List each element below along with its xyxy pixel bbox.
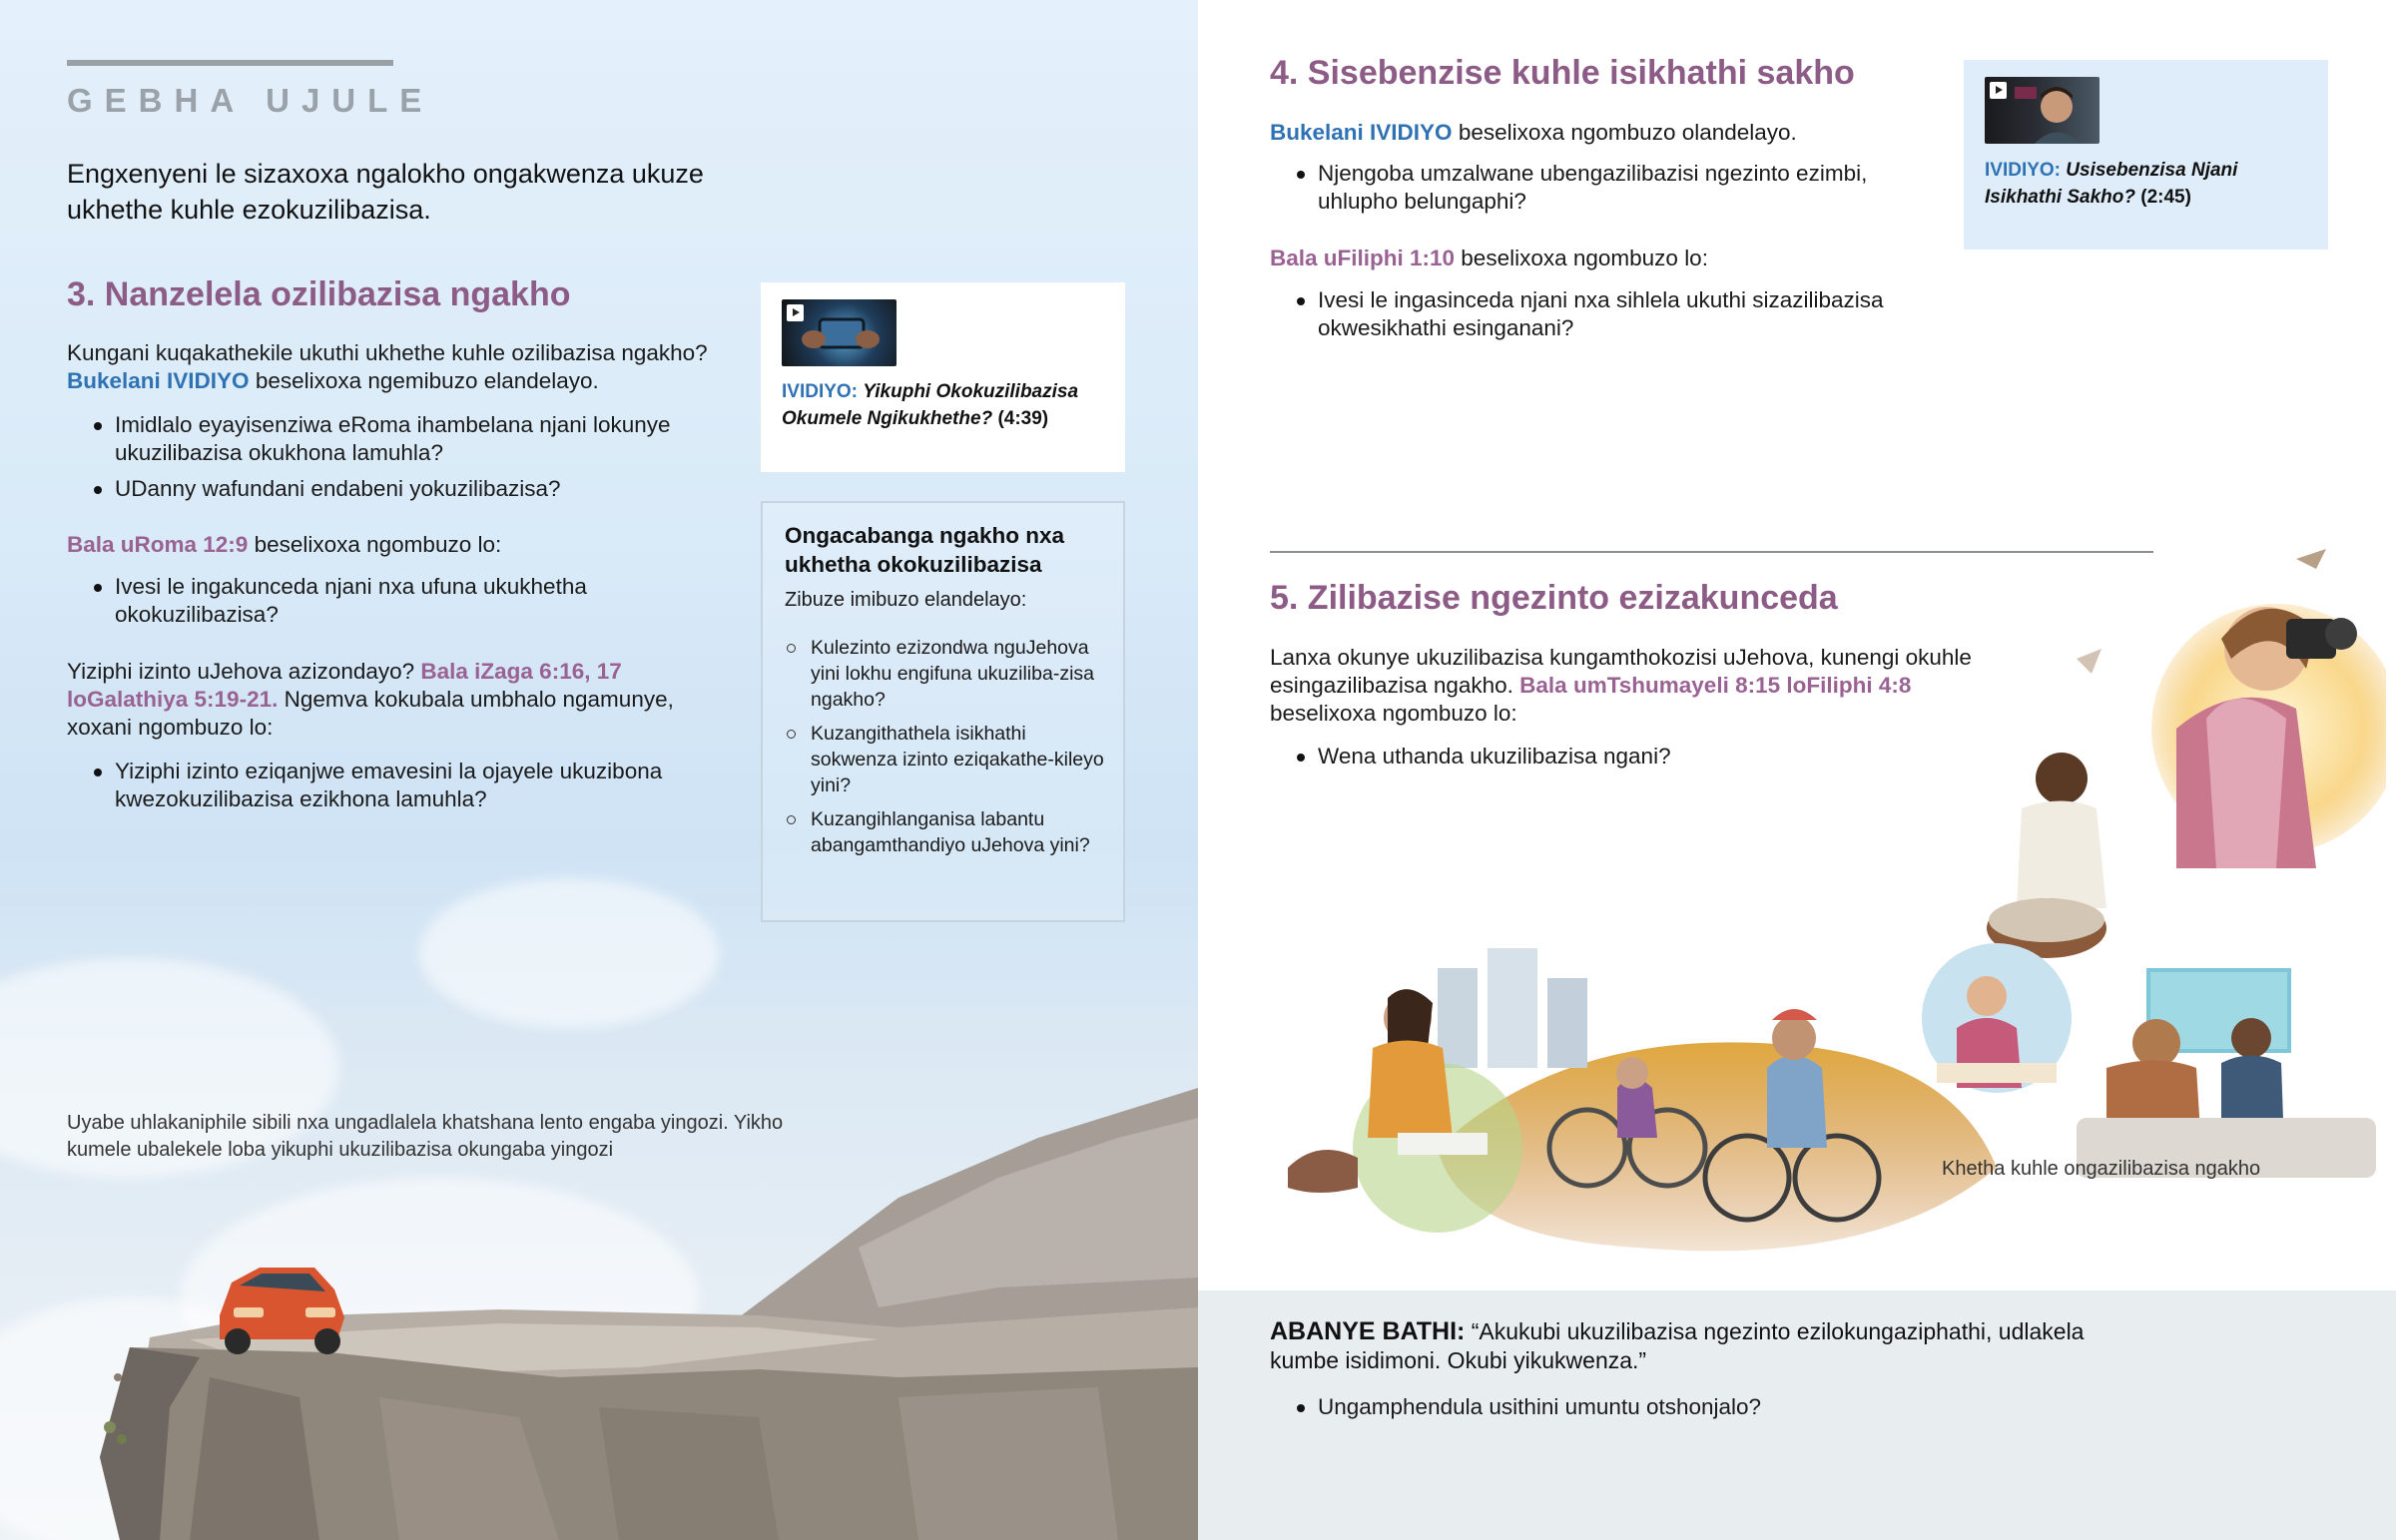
scripture-link[interactable]: Bala iZaga 6:16, 17 loGalathiya 5:19-21. bbox=[67, 659, 622, 712]
video-thumbnail[interactable] bbox=[782, 299, 897, 366]
list-item: Ungamphendula usithini umuntu otshonjalo? bbox=[1270, 1393, 1969, 1421]
others-say-label: ABANYE BATHI: bbox=[1270, 1317, 1466, 1345]
list-item: Kuzangithathela isikhathi sokwenza izinto eziqakathe-kileyo yini? bbox=[785, 721, 1114, 798]
drummer-man bbox=[1987, 753, 2106, 958]
list-item: Yiziphi izinto eziqanjwe emavesini la ojayele ukuzibona kwezokuzilibazisa ezikhona lamuhla? bbox=[67, 758, 706, 813]
video-card[interactable] bbox=[761, 282, 1125, 472]
list-item: Ivesi le ingakunceda njani nxa ufuna ukukhetha okokuzilibazisa? bbox=[67, 573, 686, 629]
cloud bbox=[419, 878, 719, 1028]
right-page bbox=[1198, 0, 2396, 1540]
section-4-title: 4. Sisebenzise kuhle isikhathi sakho bbox=[1270, 54, 1855, 92]
paragraph-text: Ngemva kokubala umbhalo ngamunye, xoxani ngombuzo lo: bbox=[67, 687, 674, 740]
video-title[interactable]: Yikuphi Okokuzilibazisa Okumele Ngikukhethe? bbox=[782, 381, 1079, 429]
consider-box-title: Ongacabanga ngakho nxa ukhetha okokuzilibazisa bbox=[785, 523, 1065, 577]
others-say-bullets bbox=[1270, 1393, 1969, 1429]
section-3-bullets-2 bbox=[67, 573, 686, 637]
list-item: Kuzangihlanganisa labantu abangamthandiyo uJehova yini? bbox=[785, 806, 1114, 858]
list-item: Ivesi le ingasinceda njani nxa sihlela ukuthi sizazilibazisa okwesikhathi esinganani? bbox=[1270, 286, 1909, 342]
paragraph-text: Lanxa okunye ukuzilibazisa kungamthokozisi uJehova, kunengi okuhle esingazilibazisa ngakho. bbox=[1270, 645, 1972, 698]
play-icon[interactable] bbox=[787, 304, 804, 321]
video-label: IVIDIYO: bbox=[1985, 160, 2062, 181]
consider-box-list bbox=[785, 635, 1114, 866]
girl-drawing-illustration bbox=[1288, 989, 1522, 1233]
others-say-quote bbox=[1270, 1317, 2128, 1375]
video-thumbnail[interactable] bbox=[1985, 77, 2099, 144]
cliff-illustration bbox=[0, 1078, 1198, 1540]
read-instruction bbox=[1270, 245, 1929, 272]
video-caption bbox=[782, 378, 1111, 432]
list-item: Wena uthanda ukuzilibazisa ngani? bbox=[1270, 743, 1869, 770]
intro-text: Engxenyeni le sizaxoxa ngalokho ongakwenza ukuze ukhethe kuhle ezokuzilibazisa. bbox=[67, 159, 704, 225]
video-label: IVIDIYO: bbox=[782, 381, 859, 402]
video-link-rest: beselixoxa ngemibuzo elandelayo. bbox=[249, 368, 599, 393]
scripture-link[interactable]: Bala umTshumayeli 8:15 loFiliphi 4:8 bbox=[1519, 673, 1912, 698]
city-background bbox=[1438, 948, 1587, 1068]
child-building-illustration bbox=[1922, 943, 2072, 1093]
video-link-rest: beselixoxa ngombuzo olandelayo. bbox=[1452, 120, 1797, 145]
consider-box-subtitle: Zibuze imibuzo elandelayo: bbox=[785, 589, 1027, 611]
section-4-bullets-2 bbox=[1270, 286, 1909, 350]
gaming-family-illustration bbox=[2077, 968, 2376, 1178]
consider-box bbox=[761, 501, 1125, 922]
list-item: UDanny wafundani endabeni yokuzilibazisa? bbox=[67, 475, 726, 503]
photographer-woman bbox=[2151, 604, 2386, 868]
section-eyebrow: GEBHA UJULE bbox=[67, 82, 434, 119]
section-3-question: Kungani kuqakathekile ukuthi ukhethe kuhle ozilibazisa ngakho? bbox=[67, 340, 708, 365]
list-item: Imidlalo eyayisenziwa eRoma ihambelana njani lokunye ukuzilibazisa okukhona lamuhla? bbox=[67, 411, 726, 467]
paragraph-text: Yiziphi izinto uJehova azizondayo? bbox=[67, 659, 421, 684]
quote-text: “Akukubi ukuzilibazisa ngezinto ezilokungaziphathi, udlakela kumbe isidimoni. Okubi yikukwenza.” bbox=[1270, 1318, 2085, 1373]
section-4-bullets-1 bbox=[1270, 160, 1889, 224]
list-item: Njengoba umzalwane ubengazilibazisi ngezinto ezimbi, uhlupho belungaphi? bbox=[1270, 160, 1889, 216]
video-link[interactable]: Bukelani IVIDIYO bbox=[67, 368, 250, 393]
video-duration: (4:39) bbox=[997, 408, 1049, 429]
read-instruction bbox=[67, 531, 746, 559]
section-3-intro bbox=[67, 339, 746, 395]
video-link[interactable]: Bukelani IVIDIYO bbox=[1270, 120, 1453, 145]
scripture-link[interactable]: Bala uFiliphi 1:10 bbox=[1270, 246, 1456, 270]
image-caption: Uyabe uhlakaniphile sibili nxa ungadlalela khatshana lento engaba yingozi. Yikho kumele ubalekele loba yikuphi ukuzilibazisa okungaba yingozi bbox=[67, 1112, 784, 1161]
scripture-link[interactable]: Bala uRoma 12:9 bbox=[67, 532, 249, 557]
section-3-bullets-3 bbox=[67, 758, 706, 821]
video-title[interactable]: Usisebenzisa Njani Isikhathi Sakho? bbox=[1985, 160, 2238, 208]
image-caption: Khetha kuhle ongazilibazisa ngakho bbox=[1942, 1158, 2261, 1180]
section-5-title: 5. Zilibazise ngezinto ezizakunceda bbox=[1270, 579, 1838, 617]
video-duration: (2:45) bbox=[2140, 187, 2191, 208]
section-3-bullets-1 bbox=[67, 411, 726, 511]
read-instruction-rest: beselixoxa ngombuzo lo: bbox=[1455, 246, 1708, 270]
paragraph-text: beselixoxa ngombuzo lo: bbox=[1270, 701, 1517, 726]
video-card[interactable] bbox=[1964, 60, 2328, 250]
video-caption bbox=[1985, 157, 2314, 211]
section-4-intro bbox=[1270, 119, 1929, 147]
list-item: Kulezinto ezizondwa nguJehova yini lokhu engifuna ukuziliba-zisa ngakho? bbox=[785, 635, 1114, 713]
top-rule bbox=[67, 60, 393, 66]
play-icon[interactable] bbox=[1990, 82, 2007, 99]
read-instruction-rest: beselixoxa ngombuzo lo: bbox=[248, 532, 502, 557]
section-3-paragraph bbox=[67, 658, 716, 742]
section-3-title: 3. Nanzelela ozilibazisa ngakho bbox=[67, 275, 571, 313]
